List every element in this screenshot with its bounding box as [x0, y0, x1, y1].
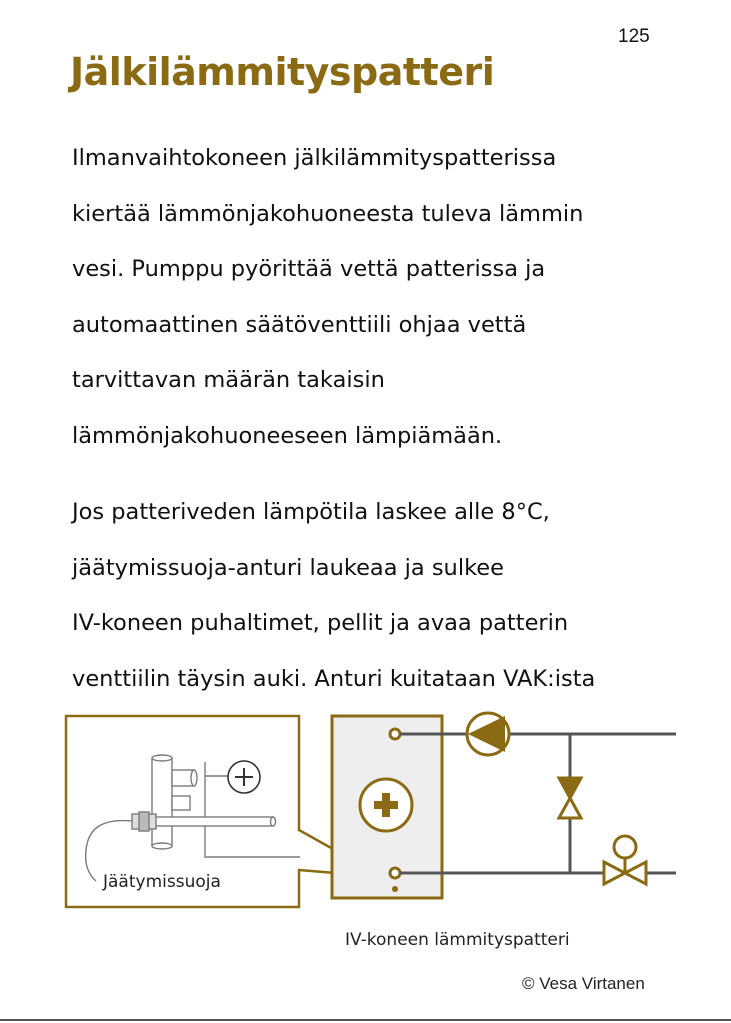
text-line: kiertää lämmönjakohuoneesta tuleva lämmin — [72, 200, 584, 227]
bottom-divider — [0, 1019, 731, 1021]
text-line: venttiilin täysin auki. Anturi kuitataan VAK:ista — [72, 665, 596, 692]
callout-label: Jäätymissuoja — [103, 872, 221, 892]
paragraph-description — [72, 131, 712, 464]
pump-icon — [467, 713, 509, 755]
heating-coil-diagram — [0, 700, 731, 930]
text-line: tarvittavan määrän takaisin — [72, 367, 385, 393]
page-title: Jälkilämmityspatteri — [70, 50, 495, 94]
text-line: vesi. Pumppu pyörittää vettä patterissa ja — [72, 256, 546, 282]
text-line: Ilmanvaihtokoneen jälkilämmityspatterissa — [72, 145, 557, 171]
heating-coil-icon — [360, 779, 412, 831]
text-line: lämmönjakohuoneeseen lämpiämään. — [72, 422, 503, 449]
plus-icon — [228, 761, 260, 793]
inlet-port-icon — [390, 729, 400, 739]
drain-dot-icon — [392, 886, 398, 892]
page-number: 125 — [618, 26, 650, 47]
text-line: automaattinen säätöventtiili ohjaa vettä — [72, 311, 527, 338]
outlet-port-icon — [390, 868, 400, 878]
text-line: jäätymissuoja-anturi laukeaa ja sulkee — [72, 554, 504, 581]
valve-icon — [559, 778, 581, 818]
text-line: IV-koneen puhaltimet, pellit ja avaa patterin — [72, 610, 569, 636]
control-valve-icon — [604, 836, 646, 884]
copyright: © Vesa Virtanen — [522, 974, 645, 993]
paragraph-frost-protection — [72, 485, 712, 707]
diagram-caption: IV-koneen lämmityspatteri — [345, 930, 570, 950]
text-line: Jos patteriveden lämpötila laskee alle 8°C, — [72, 499, 550, 525]
